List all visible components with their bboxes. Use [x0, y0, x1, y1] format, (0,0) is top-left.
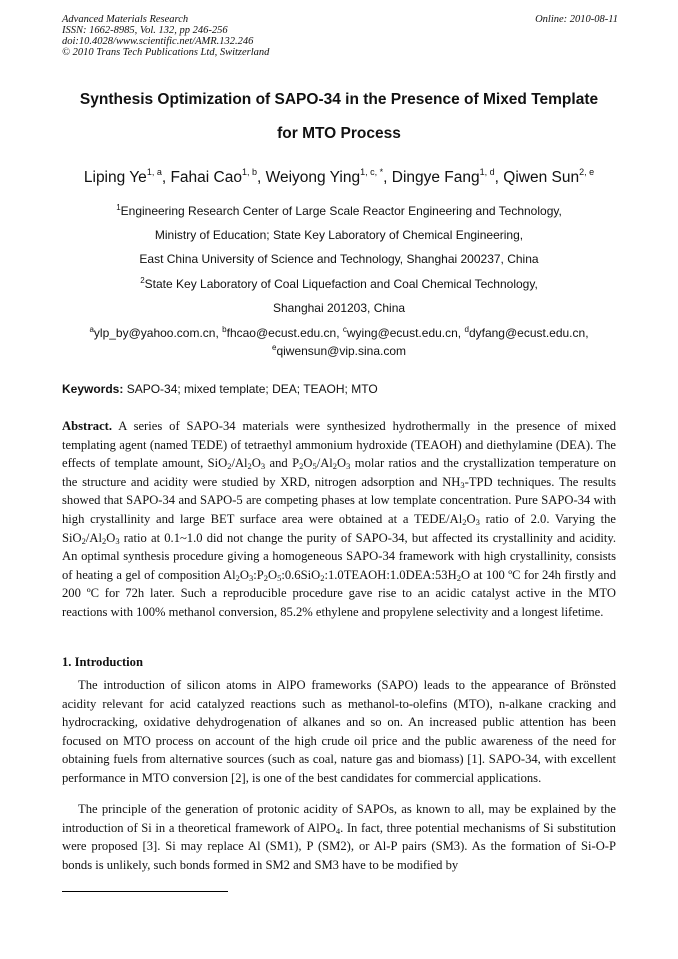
online-date: Online: 2010-08-11: [535, 14, 618, 25]
affiliation-1-line-2: Ministry of Education; State Key Laboratory of Chemical Engineering,: [154, 228, 524, 242]
journal-header: [62, 14, 618, 58]
email-d[interactable]: dyfang@ecust.edu.cn,: [468, 326, 589, 340]
keywords-label: Keywords:: [62, 382, 124, 396]
intro-paragraph-1: [62, 676, 616, 788]
abstract: [62, 417, 616, 622]
subscript: 5: [312, 461, 317, 472]
email-e[interactable]: qiwensun@vip.sina.com: [276, 344, 407, 358]
abstract-paragraph: [62, 417, 616, 622]
affiliation-1-line-1: [20, 203, 658, 218]
paragraph-text: The introduction of silicon atoms in AlPO frameworks (SAPO) leads to the appearance of Brönsted acidity relevant for acid catalyzed reactions such as methanol-to-olefins (MTO), n-alkane cracking and hydrocracking, oxidative dehydrogenation of alkanes and so on. An increased public attention has been focused on MTO process on account of the high crude oil price and the public awareness of the need for obtaining fuels from alternative sources (such as coal, nature gas and biomass) [1]. SAPO-34, with excellent performance in MTO conversion [2], is one of the best candidates for commercial applications.: [62, 678, 616, 785]
subscript: 2: [456, 572, 461, 583]
author-sup: 2, e: [579, 167, 595, 177]
section-heading-introduction: 1. Introduction: [62, 655, 143, 669]
subscript: 4: [335, 825, 341, 836]
email-line-2: [20, 343, 658, 358]
paragraph-text-part: The principle of the generation of protonic acidity of SAPOs, as known to all, may be explained by the introduction of Si in a theoretical framework of AlPO: [62, 802, 616, 835]
affiliation-sup: 1: [116, 203, 121, 212]
author-name: Dingye Fang: [391, 169, 480, 186]
subscript: 3: [248, 572, 254, 583]
abstract-text: ratio of 2.0. Varying the SiO: [62, 511, 617, 545]
subscript: 2: [101, 535, 107, 546]
subscript: 2: [332, 461, 338, 472]
abstract-text: O: [239, 567, 249, 582]
affiliation-text: State Key Laboratory of Coal Liquefaction and Coal Chemical Technology,: [144, 277, 538, 291]
email-sup: d: [464, 325, 469, 334]
abstract-text: :P: [253, 567, 264, 582]
abstract-text: /Al: [316, 456, 333, 471]
abstract-text: ratio at 0.1~1.0 did not change the purity of SAPO-34, but affected its crystallinity and acidity. An optimal synthesis procedure giving a homogeneous SAPO-34 framework with high crystallinity, consists of heating a gel of composition Al: [62, 530, 616, 582]
subscript: 2: [247, 461, 252, 472]
paragraph-text-part: . In fact, three potential mechanisms of Si substitution were proposed [3]. Si may replace Al (SM1), P (SM2), or Al-P pairs (SM3). As the formation of Si-O-P bonds is unlikely, such bonds formed in SM2 and SM3 have to be modified by: [62, 820, 616, 872]
abstract-text: O: [251, 456, 261, 471]
email-c[interactable]: wying@ecust.edu.cn,: [346, 326, 462, 340]
author-sup: 1, c, *: [360, 167, 384, 177]
affiliation-2-line-1: [20, 276, 658, 291]
subscript: 3: [346, 461, 351, 472]
keywords: [62, 382, 378, 396]
abstract-label: Abstract.: [62, 419, 113, 433]
author-sup: 1, b: [241, 167, 257, 177]
abstract-text: O: [337, 456, 347, 471]
abstract-text: and P: [265, 456, 300, 471]
subscript: 2: [462, 516, 467, 527]
subscript: 2: [227, 461, 232, 472]
author-name: Qiwen Sun: [503, 169, 580, 186]
paragraph-text: [62, 800, 616, 874]
affiliation-1-line-3: East China University of Science and Technology, Shanghai 200237, China: [139, 252, 539, 266]
abstract-text: O: [303, 456, 313, 471]
footnote-rule: [62, 891, 228, 892]
email-sup: c: [342, 325, 347, 334]
subscript: 3: [460, 479, 465, 490]
subscript: 5: [277, 572, 282, 583]
author-name: Weiyong Ying: [265, 169, 361, 186]
issn-line: ISSN: 1662-8985, Vol. 132, pp 246-256: [62, 25, 228, 36]
affiliation-sup: 2: [140, 276, 145, 285]
journal-name: Advanced Materials Research: [62, 14, 189, 25]
abstract-text: /Al: [85, 530, 102, 545]
abstract-text: /Al: [231, 456, 248, 471]
subscript: 3: [260, 461, 266, 472]
author-name: Liping Ye: [83, 169, 147, 186]
abstract-text: O: [106, 530, 116, 545]
email-line-1: [20, 325, 658, 340]
abstract-text: :0.6SiO: [281, 567, 321, 582]
email-b[interactable]: fhcao@ecust.edu.cn,: [226, 326, 340, 340]
email-sup: b: [222, 325, 227, 334]
intro-paragraph-2: [62, 800, 616, 874]
subscript: 2: [81, 535, 86, 546]
subscript: 2: [320, 572, 325, 583]
doi-line: doi:10.4028/www.scientific.net/AMR.132.246: [62, 36, 254, 47]
keywords-text: SAPO-34; mixed template; DEA; TEAOH; MTO: [126, 382, 378, 396]
copyright-line: © 2010 Trans Tech Publications Ltd, Switzerland: [62, 47, 270, 58]
author-name: Fahai Cao: [170, 169, 242, 186]
affiliation-2-line-2: Shanghai 201203, China: [272, 301, 406, 315]
abstract-text: O at 100 ºC for 24h firstly and 200 ºC for 72h later. Such a reproducible procedure gave rise to an acidic catalyst active in the MTO reactions with 100% methanol conversion, 85.2% ethylene and propylene selectivity and a longest lifetime.: [62, 567, 616, 619]
affiliation-text: Engineering Research Center of Large Scale Reactor Engineering and Technology,: [120, 204, 562, 218]
author-list: Liping Ye$^{1, a}$, Fahai Cao$^{1, b}$, Weiyong Ying$^{1, c, *}$, Dingye Fang$^{1, d}$, Qiwen Sun$^{2, e}$: [83, 167, 595, 186]
abstract-text: O: [466, 511, 476, 526]
abstract-text: molar ratios and the crystallization temperature on the structure and acidity were studied by XRD, nitrogen adsorption and NH: [62, 456, 617, 489]
author-sup: 1, a: [146, 167, 162, 177]
email-sup: e: [271, 343, 277, 352]
subscript: 3: [475, 516, 480, 527]
subscript: 2: [235, 572, 240, 583]
abstract-text: O: [268, 567, 278, 582]
abstract-text: A series of SAPO-34 materials were synthesized hydrothermally in the presence of mixed templating agent (named TEDE) of tetraethyl ammonium hydroxide (TEAOH) and diethylamine (DEA). The effects of template amount, SiO: [62, 419, 616, 471]
email-a[interactable]: ylp_by@yahoo.com.cn,: [93, 326, 219, 340]
subscript: 2: [299, 461, 304, 472]
author-sup: 1, d: [479, 167, 495, 177]
abstract-text: :1.0TEAOH:1.0DEA:53H: [324, 567, 457, 582]
abstract-text: -TPD techniques. The results showed that SAPO-34 and SAPO-5 are competing phases at low template concentration. Pure SAPO-34 with high crystallinity and large BET surface area were obtained at a TEDE/Al: [62, 474, 616, 526]
email-sup: a: [89, 325, 94, 334]
subscript: 2: [263, 572, 268, 583]
subscript: 3: [115, 535, 120, 546]
paper-title-line-2: for MTO Process: [277, 125, 401, 142]
paper-title-line-1: Synthesis Optimization of SAPO-34 in the Presence of Mixed Template: [79, 91, 599, 108]
